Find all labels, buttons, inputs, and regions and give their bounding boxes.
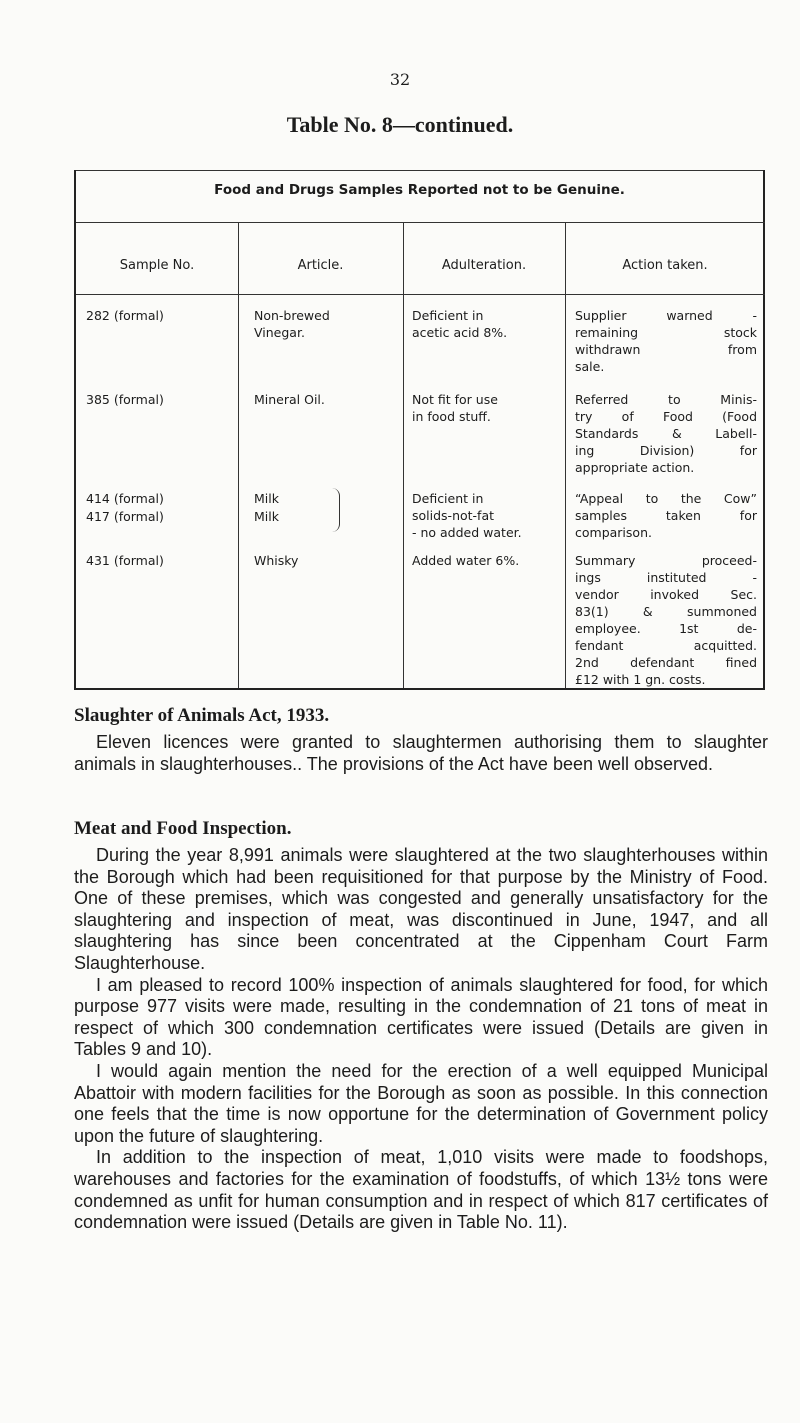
table-cell-article: Mineral Oil.	[254, 392, 325, 407]
column-divider	[403, 222, 404, 688]
table-cell-action: “Appeal to the Cow” samples taken for comparison.	[575, 491, 757, 540]
header-article: Article.	[297, 258, 344, 273]
table-cell-article: Non-brewed Vinegar.	[254, 308, 330, 340]
page-number: 32	[389, 70, 411, 89]
paragraph: Eleven licences were granted to slaughtermen authorising them to slaughter animals in slaughterhouses.. The provisions of the Act have been well observed.	[74, 732, 768, 774]
samples-table	[74, 170, 765, 690]
header-adulteration: Adulteration.	[441, 258, 527, 273]
paragraph: I would again mention the need for the erection of a well equipped Municipal Abattoir with modern facilities for the Borough as soon as possible. In this connection one feels that the time is now opportune for the determination of Government policy upon the future of slaughtering.	[74, 1060, 768, 1146]
table-cell-sample: 282 (formal)	[86, 308, 164, 323]
table-cell-article: Milk Milk	[254, 491, 279, 524]
table-title: Table No. 8—continued.	[286, 112, 514, 137]
header-rule	[76, 294, 765, 295]
column-divider	[238, 222, 239, 688]
paragraph: I am pleased to record 100% inspection of animals slaughtered for food, for which purpose 977 visits were made, resulting in the condemnation of 21 tons of meat in respect of which 300 condemnation certificates were issued (Details are given in Tables 9 and 10).	[74, 974, 768, 1060]
header-action-taken: Action taken.	[622, 258, 708, 273]
table-cell-action: Referred to Minis- try of Food (Food Standards & Labell- ing Division) for appropriate action.	[575, 392, 757, 475]
table-cell-action: Supplier warned - remaining stock withdrawn from sale.	[575, 308, 757, 374]
paragraph: In addition to the inspection of meat, 1,010 visits were made to foodshops, warehouses and factories for the examination of foodstuffs, of which 13½ tons were condemned as unfit for human consumption and in respect of which 817 certificates of condemnation were issued (Details are given in Table No. 11).	[74, 1147, 768, 1233]
caption-rule	[76, 222, 765, 223]
section-meat-food-inspection	[74, 818, 768, 1234]
section-heading: Slaughter of Animals Act, 1933.	[74, 705, 330, 726]
section-heading: Meat and Food Inspection.	[74, 818, 292, 839]
table-cell-adulteration: Added water 6%.	[412, 553, 520, 568]
section-slaughter-act	[74, 705, 768, 775]
table-cell-action: Summary proceed- ings instituted - vendor invoked Sec. 83(1) & summoned employee. 1st de- fendant acquitted. 2nd defendant fined £12 with 1 gn. costs.	[575, 553, 757, 687]
column-divider	[565, 222, 566, 688]
table-cell-sample: 414 (formal) 417 (formal)	[86, 491, 164, 524]
table-cell-adulteration: Deficient in solids-not-fat - no added water.	[412, 491, 522, 540]
header-sample-no: Sample No.	[119, 258, 195, 273]
table-cell-adulteration: Not fit for use in food stuff.	[412, 392, 498, 424]
table-cell-article: Whisky	[254, 553, 299, 568]
paragraph: During the year 8,991 animals were slaughtered at the two slaughterhouses within the Borough which had been requisitioned for that purpose by the Ministry of Food. One of these premises, which was congested and generally unsatisfactory for the slaughtering and inspection of meat, was discontinued in June, 1947, and all slaughtering has since been concentrated at the Cippenham Court Farm Slaughterhouse.	[74, 845, 768, 973]
table-caption: Food and Drugs Samples Reported not to be Genuine.	[214, 182, 625, 198]
bracket	[332, 488, 340, 532]
table-cell-sample: 431 (formal)	[86, 553, 164, 568]
table-cell-sample: 385 (formal)	[86, 392, 164, 407]
table-cell-adulteration: Deficient in acetic acid 8%.	[412, 308, 508, 340]
